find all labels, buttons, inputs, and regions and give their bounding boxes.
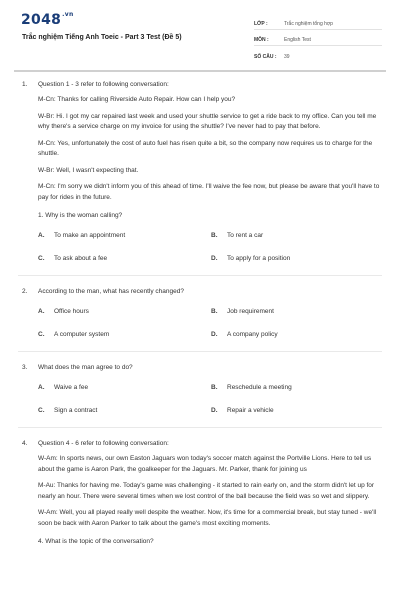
option-d[interactable] (211, 406, 400, 415)
option-d[interactable] (211, 254, 400, 263)
option-letter: A. (38, 384, 45, 391)
question-list (0, 80, 400, 546)
test-info (254, 14, 382, 62)
passage-line: M-Cn: I'm sorry we didn't inform you of this ahead of time. I'll waive the fee now, but please be aware that you'll have to pay for rides in the future. (38, 183, 380, 201)
option-letter: C. (38, 255, 45, 262)
option-letter: B. (211, 308, 218, 315)
passage-line: M-Cn: Thanks for calling Riverside Auto Repair. How can I help you? (38, 96, 236, 103)
question-number: 4. (22, 440, 28, 447)
answer-options (0, 307, 400, 339)
passage-line: W-Am: Well, you all played really well despite the weather. Now, it's time for a commercial break, but stay tuned - we'll soon be back with Aaron Parker to talk about the game's most exciting moments. (38, 509, 377, 527)
question-3 (0, 363, 400, 415)
option-text: Reschedule a meeting (227, 384, 292, 391)
passage-line: M-Cn: Yes, unfortunately the cost of auto fuel has risen quite a bit, so the company now requires us to charge for the shuttle. (38, 139, 373, 157)
question-1 (0, 80, 400, 263)
option-c[interactable] (38, 406, 211, 415)
question-divider (18, 351, 382, 352)
passage-line: M-Au: Thanks for having me. Today's game was challenging - it started to rain early on, and the storm didn't let up for nearly an hour. There were several times when we lost control of the ball because the field was so wet and slippery. (38, 482, 375, 500)
option-b[interactable] (211, 307, 400, 316)
info-label: LỚP : (254, 21, 268, 27)
option-letter: D. (211, 255, 218, 262)
option-letter: D. (211, 331, 218, 338)
option-text: To ask about a fee (54, 255, 108, 262)
question-number: 3. (22, 364, 28, 371)
info-label: SỐ CÂU : (254, 54, 277, 60)
page-title: Trắc nghiệm Tiếng Anh Toeic - Part 3 Test (Đề 5) (22, 34, 182, 41)
option-text: A computer system (54, 331, 110, 338)
option-text: Repair a vehicle (227, 407, 274, 414)
option-text: A company policy (227, 331, 278, 338)
answer-options (0, 231, 400, 263)
sub-question: 4. What is the topic of the conversation? (38, 538, 154, 545)
question-text: What does the man agree to do? (38, 364, 133, 371)
header-divider (14, 70, 386, 72)
question-text: Question 1 - 3 refer to following conversation: (38, 81, 169, 88)
option-text: Office hours (54, 308, 89, 315)
option-text: To apply for a position (227, 255, 291, 262)
option-text: Waive a fee (54, 384, 89, 391)
option-b[interactable] (211, 231, 400, 240)
info-value: English Test (284, 37, 311, 43)
option-letter: D. (211, 407, 218, 414)
question-text: Question 4 - 6 refer to following conversation: (38, 440, 169, 447)
info-row-count (254, 46, 382, 62)
option-a[interactable] (38, 231, 211, 240)
passage-line: W-Br: Hi. I got my car repaired last week and used your shuttle service to get a ride back to my office. Can you tell me why there's a service charge on my invoice for using the shuttle? I've never had to pay that before. (38, 112, 377, 130)
option-a[interactable] (38, 383, 211, 392)
logo-suffix: .vn (62, 11, 74, 18)
question-4 (0, 439, 400, 546)
option-b[interactable] (211, 383, 400, 392)
question-2 (0, 287, 400, 339)
option-letter: B. (211, 384, 218, 391)
question-number: 1. (22, 81, 28, 88)
option-c[interactable] (38, 330, 211, 339)
passage-line: W-Am: In sports news, our own Easton Jaguars won today's soccer match against the Portville Lions. Here to tell us about the game is Aaron Park, the goalkeeper for the Jaguars. Mr. Parker, thank for joining us (38, 455, 372, 473)
info-label: MÔN : (254, 37, 269, 43)
sub-question: 1. Why is the woman calling? (38, 212, 123, 219)
option-d[interactable] (211, 330, 400, 339)
option-letter: A. (38, 232, 45, 239)
option-letter: B. (211, 232, 218, 239)
option-c[interactable] (38, 254, 211, 263)
option-letter: C. (38, 331, 45, 338)
option-text: Sign a contract (54, 407, 98, 414)
option-text: Job requirement (227, 308, 274, 315)
question-text: According to the man, what has recently changed? (38, 288, 184, 295)
info-row-subject (254, 30, 382, 46)
conversation-passage (0, 95, 400, 203)
option-letter: C. (38, 407, 45, 414)
site-logo[interactable] (21, 12, 74, 28)
info-row-class (254, 14, 382, 30)
logo-text: 2048 (21, 12, 62, 28)
header (0, 0, 400, 66)
conversation-passage (0, 454, 400, 529)
question-divider (18, 275, 382, 276)
question-divider (18, 427, 382, 428)
passage-line: W-Br: Well, I wasn't expecting that. (38, 166, 139, 174)
answer-options (0, 383, 400, 415)
info-value: Trắc nghiệm tổng hợp (284, 21, 333, 27)
option-a[interactable] (38, 307, 211, 316)
info-value: 39 (284, 54, 290, 60)
question-number: 2. (22, 288, 28, 295)
option-text: To make an appointment (54, 232, 126, 239)
option-letter: A. (38, 308, 45, 315)
option-text: To rent a car (227, 232, 264, 239)
